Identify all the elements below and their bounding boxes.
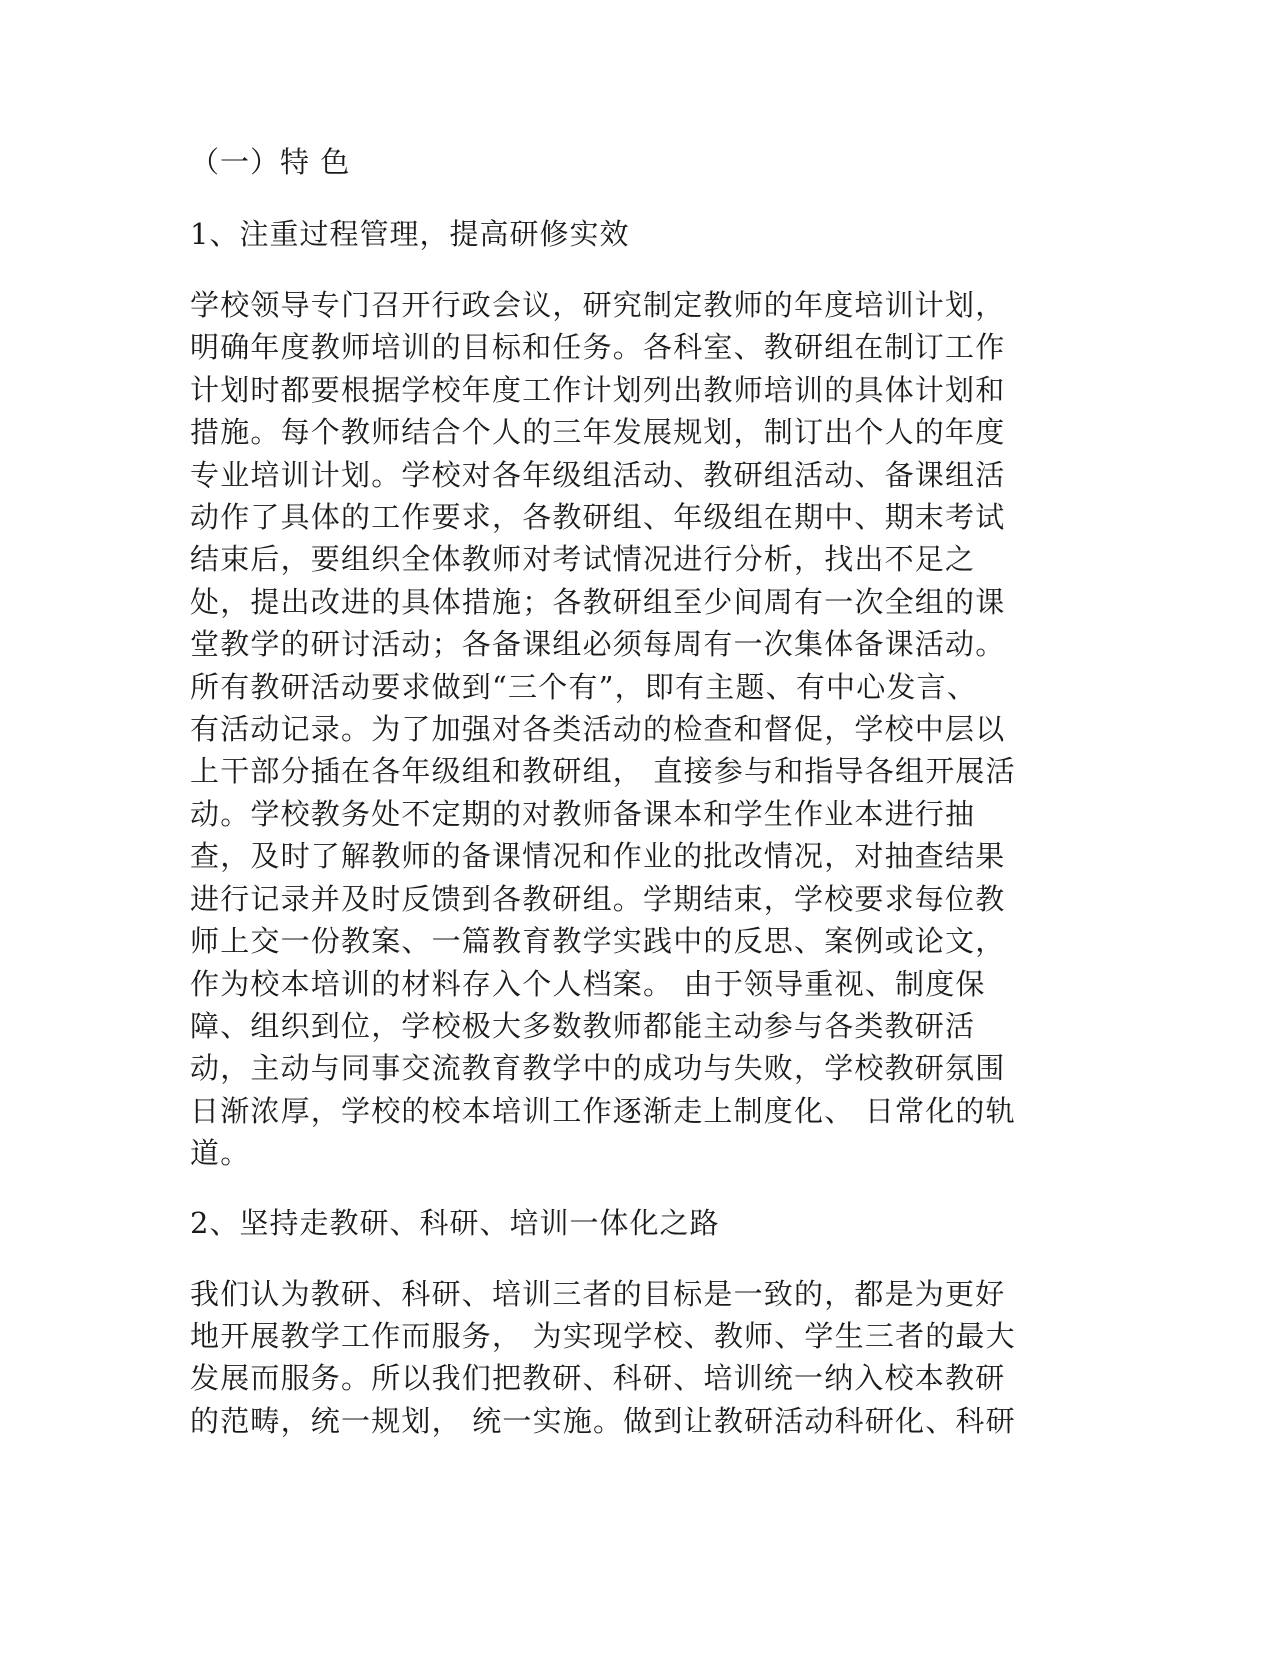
paragraph-line: 动，主动与同事交流教育教学中的成功与失败，学校教研氛围 xyxy=(190,1051,1006,1086)
paragraph-line: 专业培训计划。学校对各年级组活动、教研组活动、备课组活 xyxy=(190,457,1006,492)
paragraph-line: 上干部分插在各年级组和教研组， 直接参与和指导各组开展活 xyxy=(190,754,1016,789)
paragraph-line: 结束后，要组织全体教师对考试情况进行分析，找出不足之 xyxy=(190,542,976,577)
paragraph-line: 动作了具体的工作要求，各教研组、年级组在期中、期末考试 xyxy=(190,500,1006,535)
paragraph-line: 我们认为教研、科研、培训三者的目标是一致的，都是为更好 xyxy=(190,1276,1006,1311)
section-heading: （一）特 色 xyxy=(190,145,351,179)
paragraph-line: 道。 xyxy=(190,1136,251,1171)
paragraph-line: 所有教研活动要求做到“三个有”，即有主题、有中心发言、 xyxy=(190,669,978,704)
paragraph-line: 措施。每个教师结合个人的三年发展规划，制订出个人的年度 xyxy=(190,415,1006,450)
paragraph-line: 发展而服务。所以我们把教研、科研、培训统一纳入校本教研 xyxy=(190,1361,1006,1396)
paragraph-line: 学校领导专门召开行政会议，研究制定教师的年度培训计划， xyxy=(190,288,1006,322)
paragraph-line: 地开展教学工作而服务， 为实现学校、教师、学生三者的最大 xyxy=(190,1318,1016,1353)
paragraph-line: 查，及时了解教师的备课情况和作业的批改情况，对抽查结果 xyxy=(190,839,1006,874)
paragraph-line: 日渐浓厚，学校的校本培训工作逐渐走上制度化、 日常化的轨 xyxy=(190,1093,1016,1128)
subheading-process-management: 1、注重过程管理，提高研修实效 xyxy=(190,217,630,251)
paragraph-process-management xyxy=(190,284,1090,1175)
paragraph-line: 障、组织到位，学校极大多数教师都能主动参与各类教研活 xyxy=(190,1008,976,1043)
paragraph-integration xyxy=(190,1273,1090,1443)
paragraph-line: 师上交一份教案、一篇教育教学实践中的反思、案例或论文， xyxy=(190,924,1006,959)
paragraph-line: 有活动记录。为了加强对各类活动的检查和督促，学校中层以 xyxy=(190,712,1006,747)
paragraph-line: 动。学校教务处不定期的对教师备课本和学生作业本进行抽 xyxy=(190,796,976,831)
paragraph-line: 处，提出改进的具体措施；各教研组至少间周有一次全组的课 xyxy=(190,584,1006,619)
paragraph-line: 计划时都要根据学校年度工作计划列出教师培训的具体计划和 xyxy=(190,372,1006,407)
paragraph-line: 进行记录并及时反馈到各教研组。学期结束，学校要求每位教 xyxy=(190,881,1006,916)
paragraph-line: 作为校本培训的材料存入个人档案。 由于领导重视、制度保 xyxy=(190,966,986,1001)
document-body xyxy=(190,140,1090,1468)
subheading-integration: 2、坚持走教研、科研、培训一体化之路 xyxy=(190,1205,720,1240)
paragraph-line: 的范畴，统一规划， 统一实施。做到让教研活动科研化、科研 xyxy=(190,1403,1016,1438)
paragraph-line: 堂教学的研讨活动；各备课组必须每周有一次集体备课活动。 xyxy=(190,627,1006,662)
paragraph-line: 明确年度教师培训的目标和任务。各科室、教研组在制订工作 xyxy=(190,330,1006,365)
